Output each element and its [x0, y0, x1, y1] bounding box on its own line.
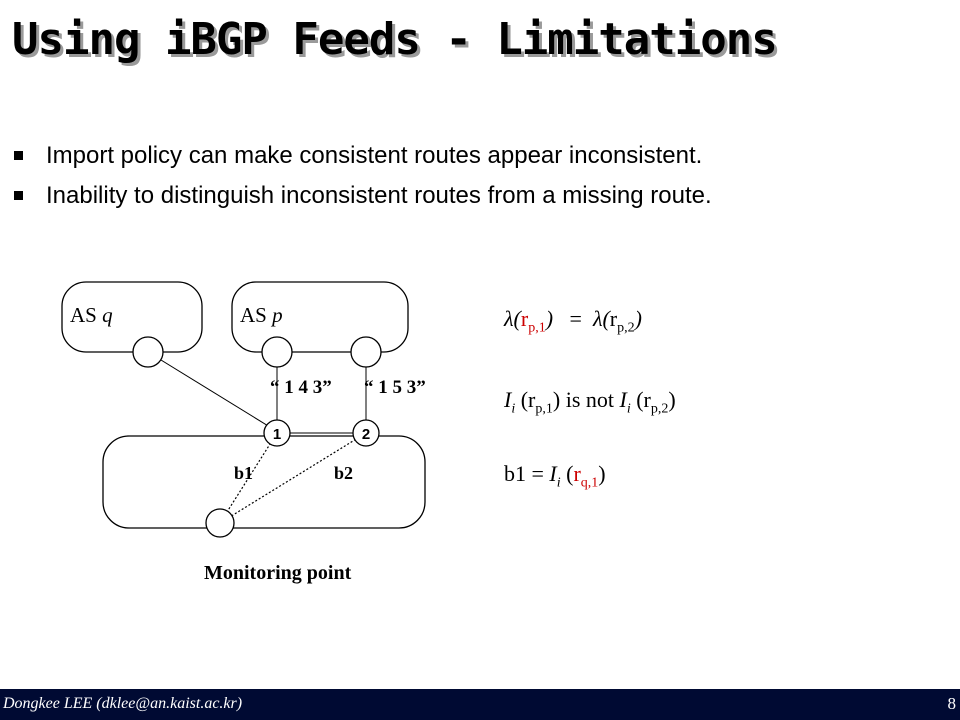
footer-bar — [0, 689, 960, 720]
footer-author: Dongkee LEE (dklee@an.kaist.ac.kr) — [3, 695, 243, 712]
as-p-router-2 — [351, 337, 381, 367]
path-label-1: “ 1 4 3” — [270, 377, 332, 398]
as-p-router-1 — [262, 337, 292, 367]
slide-title: Using iBGP Feeds - Limitations — [12, 14, 777, 65]
path-label-2: “ 1 5 3” — [364, 377, 426, 398]
link-q-to-1 — [148, 352, 278, 432]
equation-lambda: $\lambda(r_{p,1})$ = $\lambda(r_{p,2})$ — [504, 306, 642, 336]
monitoring-point-node — [206, 509, 234, 537]
as-q-router — [133, 337, 163, 367]
node-1-label: 1 — [272, 426, 282, 443]
monitoring-point-label: Monitoring point — [204, 562, 352, 584]
bullet-text: Import policy can make consistent routes appear inconsistent. — [46, 142, 703, 169]
page-number: 8 — [947, 694, 956, 713]
equation-b1: $b1 = I_i$ $(r_{q,1})$ — [504, 461, 606, 491]
b2-label: b2 — [334, 463, 354, 483]
equation-import-policy: $I_i$ $(r_{p,1})$ is not $I_i$ $(r_{p,2})$ — [504, 387, 676, 417]
node-2-label: 2 — [361, 426, 371, 443]
bullet-text: Inability to distinguish inconsistent routes from a missing route. — [46, 182, 712, 209]
monitored-as-box — [103, 436, 425, 528]
as-q-label: AS q — [70, 303, 113, 327]
as-p-label: AS p — [240, 303, 283, 327]
b1-label: b1 — [234, 463, 254, 483]
